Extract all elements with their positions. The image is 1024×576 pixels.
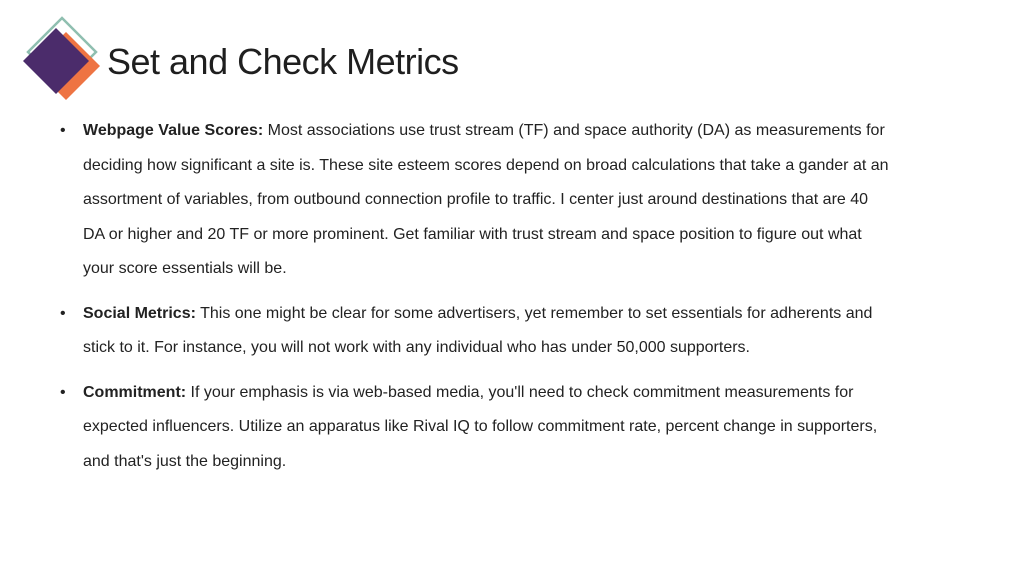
bullet-text: This one might be clear for some advertisers, yet remember to set essentials for adherents and stick to it. For instance, you will not work with any individual who has under 50,000 supporters. — [83, 304, 873, 356]
diamond-logo-icon — [20, 16, 104, 100]
bullet-text: Most associations use trust stream (TF) and space authority (DA) as measurements for deciding how significant a site is. These site esteem scores depend on broad calculations that take a gander at an assortment of variables, from outbound connection profile to traffic. I center just around destinations that are 40 DA or higher and 20 TF or more prominent. Get familiar with trust stream and space position to figure out what your score essentials will be. — [83, 122, 889, 277]
bullet-marker: • — [60, 304, 66, 322]
bullet-term: Webpage Value Scores: — [83, 122, 264, 139]
bullet-marker: • — [60, 122, 66, 139]
bullet-term: Social Metrics: — [83, 304, 196, 322]
bullet-item-commitment — [60, 376, 890, 480]
bullet-item-webpage-value-scores — [60, 114, 890, 287]
slide-title: Set and Check Metrics — [107, 41, 459, 82]
bullet-list — [60, 114, 890, 489]
bullet-text: If your emphasis is via web-based media, you'll need to check commitment measurements for expected influencers. Utilize an apparatus like Rival IQ to follow commitment rate, percent change in supporters, and that's just the beginning. — [83, 383, 878, 470]
bullet-item-social-metrics — [60, 297, 890, 366]
bullet-term: Commitment: — [83, 383, 187, 401]
bullet-marker: • — [60, 383, 66, 401]
